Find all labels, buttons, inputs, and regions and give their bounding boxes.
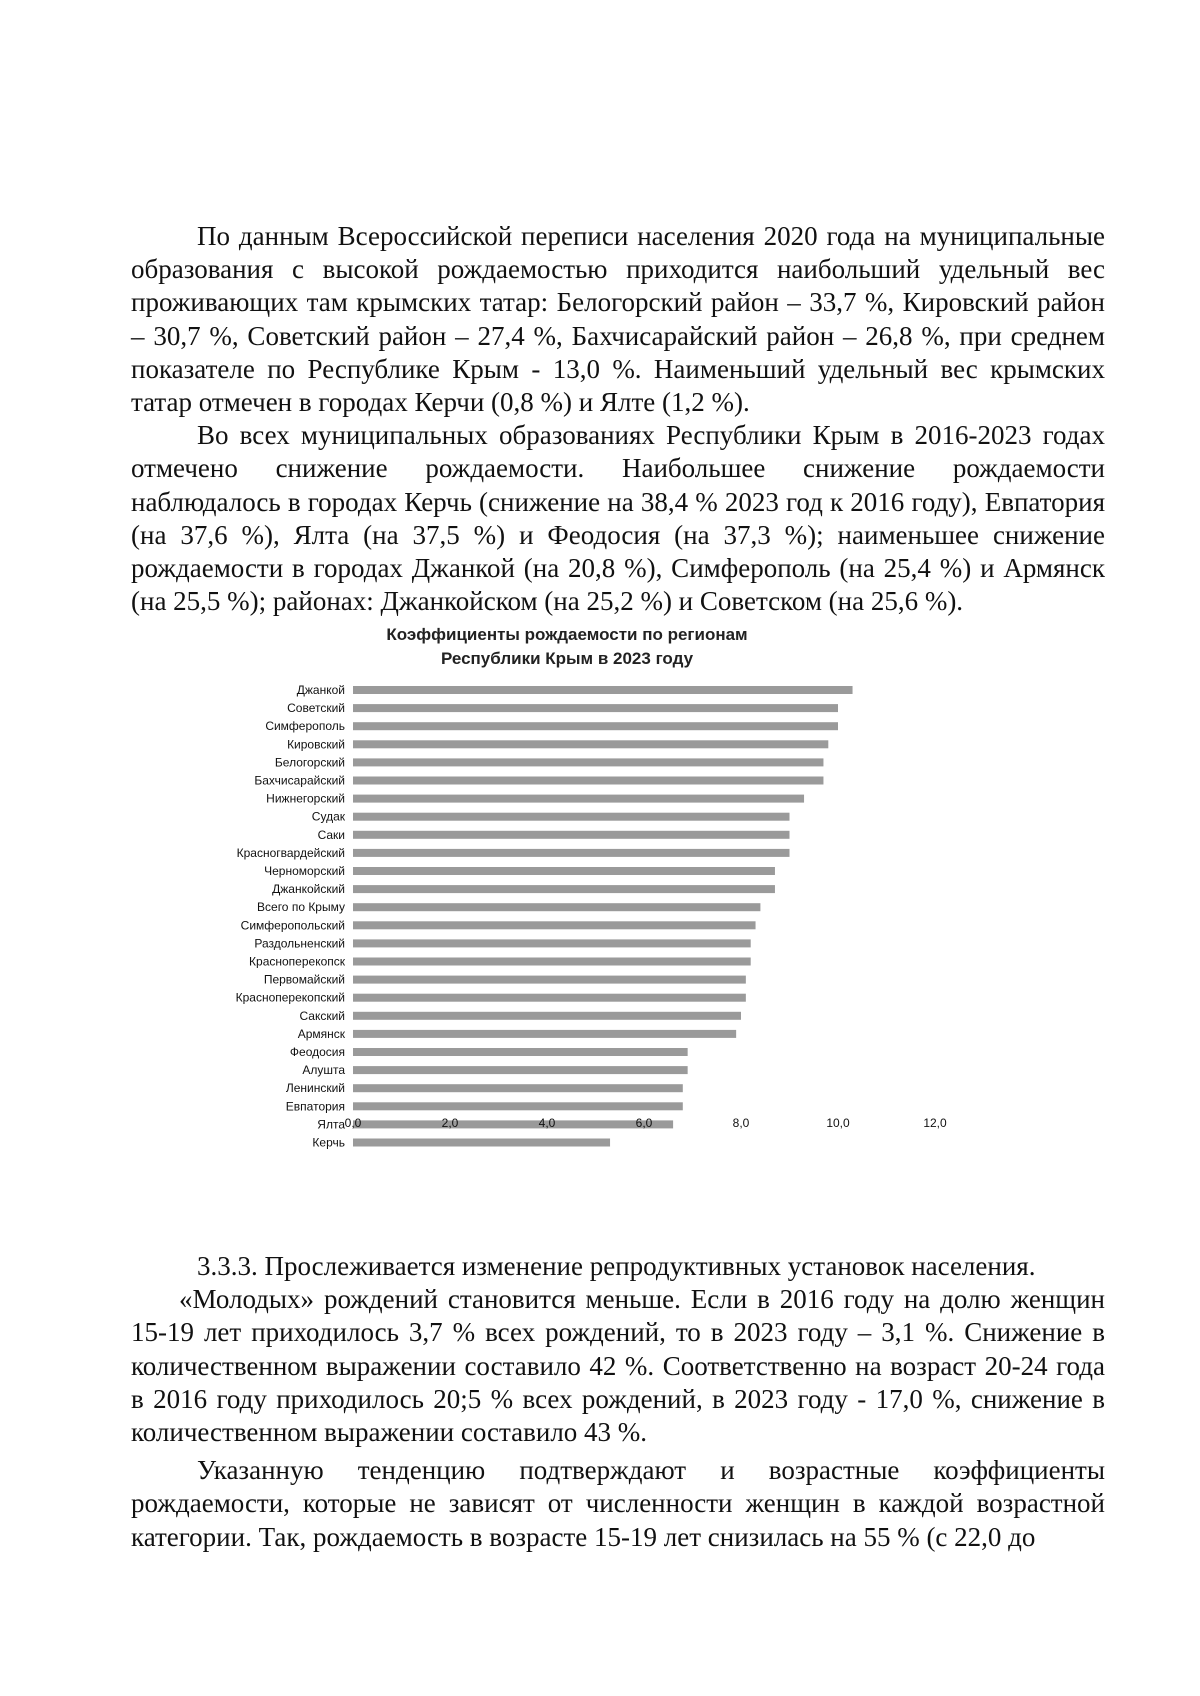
bar-ялта [353, 1120, 673, 1128]
category-label: Нижнегорский [266, 791, 345, 806]
bar-джанкой [353, 686, 853, 694]
bar-советский [353, 704, 838, 712]
category-label: Красноперекопск [249, 954, 345, 969]
bar-красногвардейский [353, 849, 790, 857]
x-tick-label: 6,0 [635, 1116, 653, 1130]
category-label: Ленинский [285, 1081, 345, 1096]
birth-rate-chart [200, 618, 1050, 1238]
category-label: Алушта [302, 1063, 345, 1078]
category-label: Красноперекопский [235, 990, 345, 1005]
x-tick-label: 0,0 [344, 1116, 362, 1130]
x-tick-label: 4,0 [538, 1116, 556, 1130]
category-label: Судак [311, 809, 345, 824]
chart-bars [353, 686, 853, 1147]
text-section-top [131, 220, 1105, 618]
bar-ленинский [353, 1084, 683, 1092]
bar-феодосия [353, 1048, 688, 1056]
bar-симферопольский [353, 921, 756, 929]
chart-canvas [200, 618, 1050, 1238]
category-label: Красногвардейский [236, 845, 345, 860]
x-tick-label: 8,0 [732, 1116, 750, 1130]
bar-красноперекопский [353, 994, 746, 1002]
category-label: Джанкойский [272, 882, 345, 897]
bar-саки [353, 831, 790, 839]
bar-керчь [353, 1139, 610, 1147]
category-label: Всего по Крыму [257, 900, 345, 915]
bar-евпатория [353, 1102, 683, 1110]
category-label: Джанкой [296, 683, 345, 697]
category-label: Симферопольский [240, 918, 345, 933]
x-tick-label: 2,0 [441, 1116, 459, 1130]
paragraph-census: По данным Всероссийской переписи населения 2020 года на муниципальные образования с высокой рождаемостью приходится наибольший удельный вес проживающих там крымских татар: Белогорский район – 33,7 %, Кировский район – 30,7 %, Советский район – 27,4 %, Бахчисарайский район – 26,8 %, при среднем показателе по Республике Крым - 13,0 %. Наименьший удельный вес крымских татар отмечен в городах Керчи (0,8 %) и Ялте (1,2 %). [131, 221, 1105, 418]
bar-джанкойский [353, 885, 775, 893]
bar-черноморский [353, 867, 775, 875]
category-label: Белогорский [274, 755, 345, 770]
category-label: Керчь [312, 1135, 345, 1150]
category-label: Сакский [299, 1008, 345, 1023]
chart-title-line-1: Коэффициенты рождаемости по регионам [386, 625, 748, 644]
bar-всего-по-крыму [353, 903, 760, 911]
bar-раздольненский [353, 939, 751, 947]
bar-судак [353, 813, 790, 821]
bar-белогорский [353, 758, 823, 766]
category-label: Раздольненский [254, 936, 345, 951]
text-section-bottom [131, 1250, 1105, 1554]
category-label: Черноморский [264, 864, 345, 878]
chart-category-labels [236, 683, 346, 1150]
bar-армянск [353, 1030, 736, 1038]
paragraph-young-births: «Молодых» рождений становится меньше. Если в 2016 году на долю женщин 15-19 лет приходилось 3,7 % всех рождений, то в 2023 году – 3,1 %. Снижение в количественном выражении составило 42 %. Соответственно на возраст 20-24 года в 2016 году приходилось 20;5 % всех рождений, в 2023 году - 17,0 %, снижение в количественном выражении составило 43 %. [131, 1284, 1105, 1448]
bar-симферополь [353, 722, 838, 730]
category-label: Армянск [297, 1026, 345, 1041]
category-label: Феодосия [289, 1045, 345, 1059]
category-label: Советский [287, 701, 345, 716]
x-tick-label: 10,0 [826, 1116, 850, 1130]
category-label: Симферополь [265, 719, 345, 734]
bar-сакский [353, 1012, 741, 1020]
category-label: Бахчисарайский [254, 773, 345, 788]
category-label: Кировский [287, 737, 345, 752]
bar-нижнегорский [353, 795, 804, 803]
paragraph-age-coefficients: Указанную тенденцию подтверждают и возрастные коэффициенты рождаемости, которые не зависят от численности женщин в каждой возрастной категории. Так, рождаемость в возрасте 15-19 лет снизилась на 55 % (с 22,0 до [131, 1455, 1105, 1552]
chart-title-line-2: Республики Крым в 2023 году [440, 649, 694, 668]
bar-красноперекопск [353, 958, 751, 966]
paragraph-birth-decline: Во всех муниципальных образованиях Республики Крым в 2016-2023 годах отмечено снижение рождаемости. Наибольшее снижение рождаемости наблюдалось в городах Керчь (снижение на 38,4 % 2023 год к 2016 году), Евпатория (на 37,6 %), Ялта (на 37,5 %) и Феодосия (на 37,3 %); наименьшее снижение рождаемости в городах Джанкой (на 20,8 %), Симферополь (на 25,4 %) и Армянск (на 25,5 %); районах: Джанкойском (на 25,2 %) и Советском (на 25,6 %). [131, 420, 1105, 617]
category-label: Саки [317, 827, 345, 842]
bar-кировский [353, 740, 828, 748]
bar-алушта [353, 1066, 688, 1074]
x-tick-label: 12,0 [923, 1116, 947, 1130]
section-heading: 3.3.3. Прослеживается изменение репродуктивных установок населения. [197, 1251, 1036, 1281]
bar-первомайский [353, 976, 746, 984]
bar-бахчисарайский [353, 777, 823, 785]
category-label: Первомайский [263, 972, 345, 987]
category-label: Евпатория [285, 1099, 345, 1114]
category-label: Ялта [317, 1117, 345, 1132]
